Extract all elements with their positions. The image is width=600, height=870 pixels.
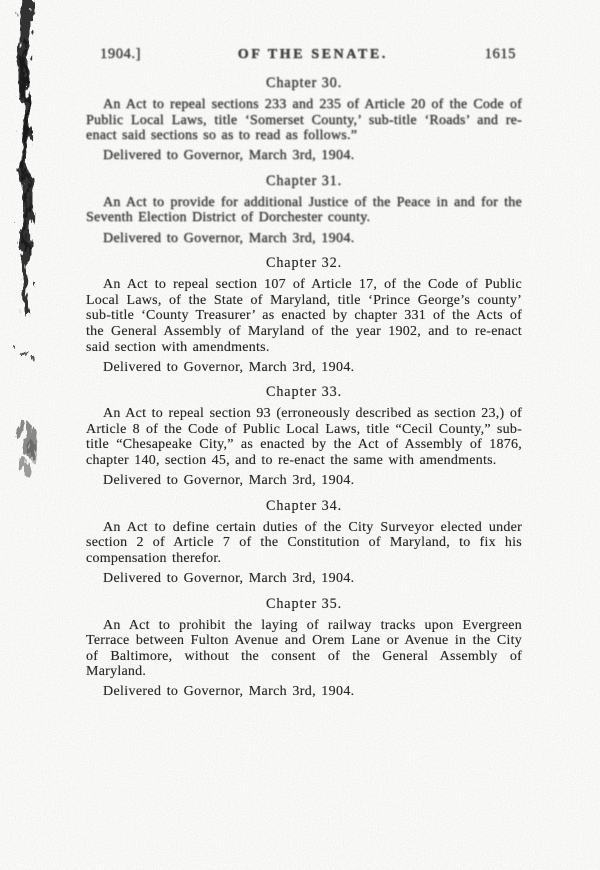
chapter-heading: Chapter 34. <box>265 497 343 514</box>
page-content <box>86 46 522 707</box>
delivery-line: Delivered to Governor, March 3rd, 1904. <box>103 684 355 700</box>
chapter-section-34 <box>86 498 522 587</box>
header-year-bracket: 1904.] <box>100 46 142 62</box>
delivery-line: Delivered to Governor, March 3rd, 1904. <box>103 473 355 489</box>
header-page-number: 1615 <box>484 46 516 62</box>
delivery-line: Delivered to Governor, March 3rd, 1904. <box>103 148 355 164</box>
chapter-heading: Chapter 30. <box>265 75 343 91</box>
delivery-line: Delivered to Governor, March 3rd, 1904. <box>103 230 355 246</box>
chapter-body: An Act to repeal sections 233 and 235 of Article 20 of the Code of Public Local Laws, title ‘Somerset County,’ sub-title ‘Roads’ and re-enact said sections so as to read as follows.” <box>86 97 522 144</box>
chapter-body: An Act to repeal section 107 of Article 17, of the Code of Public Local Laws, of the State of Maryland, title ‘Prince George’s county’ sub-title ‘County Treasurer’ as enacted by chapter 331 of the Acts of the General Assembly of Maryland of the year 1902, and to re-enact said section with amendments. <box>86 277 522 355</box>
chapter-heading: Chapter 33. <box>265 384 343 401</box>
delivery-line: Delivered to Governor, March 3rd, 1904. <box>103 570 355 586</box>
chapter-section-31 <box>86 173 522 246</box>
chapter-body: An Act to prohibit the laying of railway tracks upon Evergreen Terrace between Fulton Avenue and Orem Lane or Avenue in the City of Baltimore, without the consent of the General Assembly of Maryland. <box>86 617 522 680</box>
chapter-body: An Act to provide for additional Justice of the Peace in and for the Seventh Election District of Dorchester county. <box>86 194 522 226</box>
chapter-heading: Chapter 35. <box>265 595 343 612</box>
running-header <box>86 46 522 63</box>
chapter-section-30 <box>86 75 522 164</box>
header-title: OF THE SENATE. <box>237 47 388 62</box>
chapter-heading: Chapter 31. <box>265 172 343 189</box>
chapter-body: An Act to repeal section 93 (erroneously described as section 23,) of Article 8 of the Code of Public Local Laws, title “Cecil County,” sub-title “Chesapeake City,” as enacted by the Act of Assembly of 1876, chapter 140, section 45, and to re-enact the same with amendments. <box>86 406 522 468</box>
chapter-body: An Act to define certain duties of the City Surveyor elected under section 2 of Article 7 of the Constitution of Maryland, to fix his compensation therefor. <box>86 519 522 566</box>
chapter-section-33 <box>86 384 522 488</box>
binding-smudge-artifact <box>0 0 90 520</box>
delivery-line: Delivered to Governor, March 3rd, 1904. <box>103 359 355 375</box>
chapter-heading: Chapter 32. <box>265 255 343 272</box>
chapter-section-32 <box>86 255 522 375</box>
chapter-section-35 <box>86 596 522 700</box>
